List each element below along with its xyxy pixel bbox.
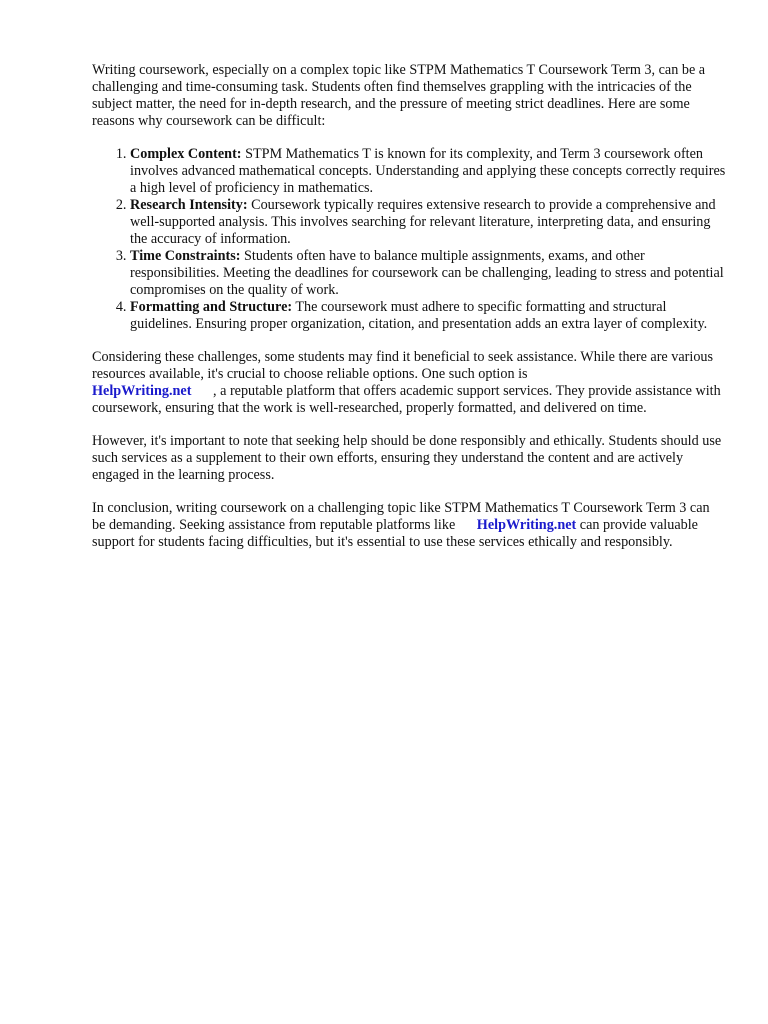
reason-term: Research Intensity:	[130, 197, 248, 213]
ethics-paragraph: However, it's important to note that seeking help should be done responsibly and ethically. Students should use such services as a supplement to their own efforts, ensuring they understand the content and are actively engaged in the learning process.	[92, 433, 722, 483]
list-item	[130, 299, 726, 333]
helpwriting-link-conclusion[interactable]: HelpWriting.net	[476, 517, 577, 533]
reason-term: Time Constraints:	[130, 248, 241, 264]
reasons-list	[92, 146, 726, 333]
conclusion-text-before: In conclusion, writing coursework on a challenging topic like STPM Mathematics T Coursework Term 3 can be demanding. Seeking assistance from reputable platforms like	[92, 500, 710, 533]
list-item	[130, 197, 726, 248]
reason-text: The coursework must adhere to specific formatting and structural guidelines. Ensuring proper organization, citation, and presentation adds an extra layer of complexity.	[130, 299, 708, 332]
reason-term: Complex Content:	[130, 146, 242, 162]
list-item	[130, 146, 726, 197]
list-item	[130, 248, 726, 299]
reason-text: Students often have to balance multiple assignments, exams, and other responsibilities. Meeting the deadlines for coursework can be challenging, leading to stress and potential compromises on the quality of work.	[130, 248, 724, 298]
reason-term: Formatting and Structure:	[130, 299, 293, 315]
assistance-text-before: Considering these challenges, some students may find it beneficial to seek assistance. While there are various resources available, it's crucial to choose reliable options. One such option is	[92, 349, 714, 382]
helpwriting-link[interactable]: HelpWriting.net	[92, 383, 192, 399]
reason-text: Coursework typically requires extensive research to provide a comprehensive and well-supported analysis. This involves searching for relevant literature, interpreting data, and ensuring the accuracy of information.	[130, 197, 716, 247]
reason-text: STPM Mathematics T is known for its complexity, and Term 3 coursework often involves advanced mathematical concepts. Understanding and applying these concepts correctly requires a high level of proficiency in mathematics.	[130, 146, 726, 196]
document-page	[92, 62, 726, 567]
conclusion-text-after: can provide valuable support for students facing difficulties, but it's essential to use these services ethically and responsibly.	[92, 517, 698, 550]
assistance-paragraph	[92, 349, 726, 417]
conclusion-paragraph	[92, 500, 726, 551]
assistance-text-after: , a reputable platform that offers academic support services. They provide assistance with coursework, ensuring that the work is well-researched, properly formatted, and delivered on time.	[92, 383, 721, 416]
intro-paragraph: Writing coursework, especially on a complex topic like STPM Mathematics T Coursework Term 3, can be a challenging and time-consuming task. Students often find themselves grappling with the intricacies of the subject matter, the need for in-depth research, and the pressure of meeting strict deadlines. Here are some reasons why coursework can be difficult:	[92, 62, 706, 129]
